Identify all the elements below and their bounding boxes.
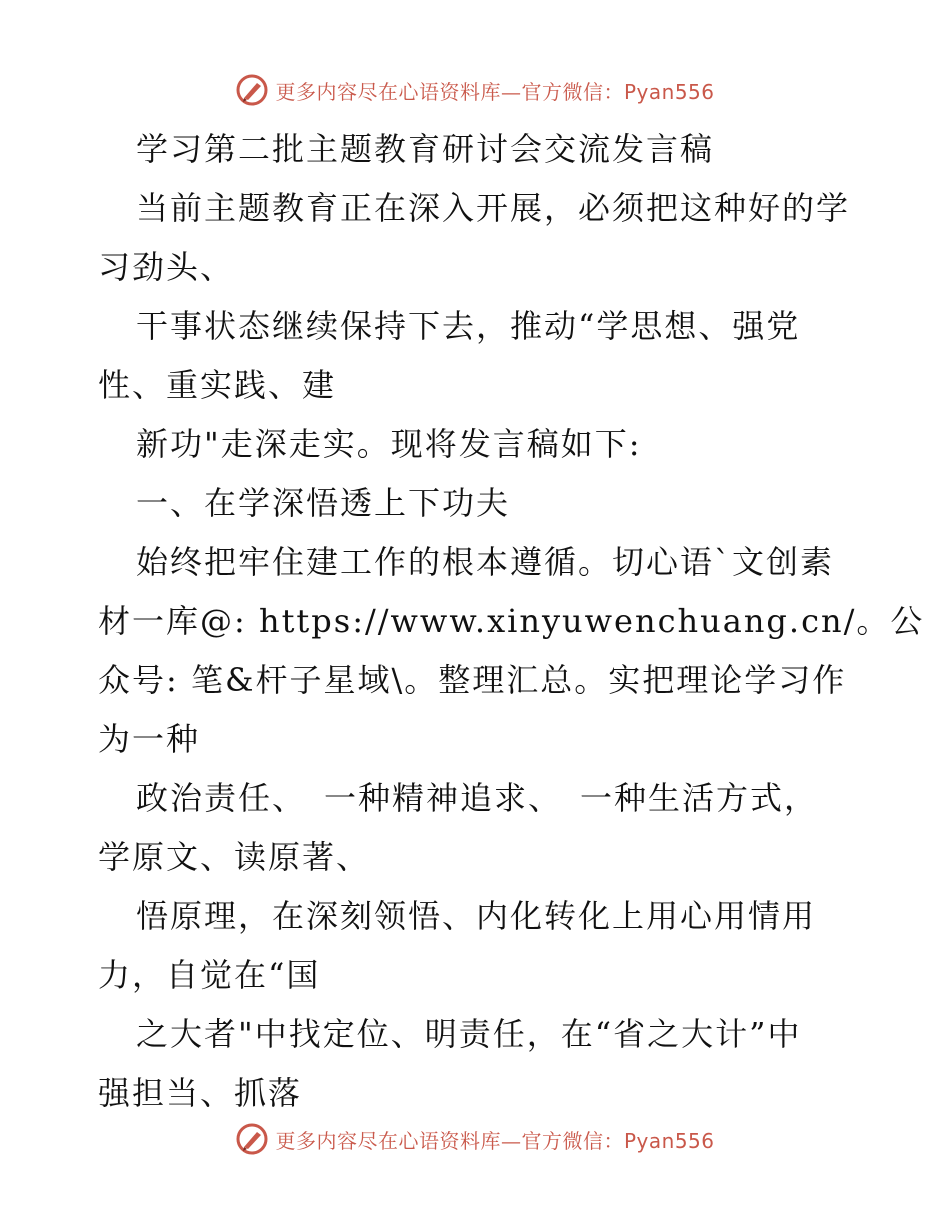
text-line: 干事状态继续保持下去，推动“学思想、强党 [136, 307, 801, 345]
text-line: 众号: 笔&杆子星域\。整理汇总。实把理论学习作 [98, 661, 847, 699]
text-line: 强担当、抓落 [98, 1074, 303, 1112]
text-line: 为一种 [98, 720, 201, 758]
text-line: 性、重实践、建 [98, 366, 337, 404]
text-line: 当前主题教育正在深入开展，必须把这种好的学 [136, 189, 851, 227]
header-watermark-banner [0, 68, 950, 112]
wechat-id: Pyan556 [623, 1128, 715, 1153]
text-line: 一、在学深悟透上下功夫 [136, 484, 511, 522]
text-line: 力，自觉在“国 [98, 956, 321, 994]
text-line: 政治责任、 一种精神追求、 一种生活方式， [136, 779, 819, 817]
banner-text: 更多内容尽在心语资料库—官方微信：Pyan556 [275, 79, 715, 104]
text-line: 学习第二批主题教育研讨会交流发言稿 [136, 130, 715, 168]
text-line: 之大者"中找定位、明责任，在“省之大计”中 [136, 1015, 802, 1053]
text-line: 学原文、读原著、 [98, 838, 371, 876]
pen-logo-icon [235, 73, 269, 107]
text-line: 材一库@: https://www.xinyuwenchuang.cn/。公 [98, 602, 925, 640]
text-line: 新功"走深走实。现将发言稿如下: [136, 425, 642, 463]
text-line: 悟原理，在深刻领悟、内化转化上用心用情用 [136, 897, 817, 935]
text-line: 始终把牢住建工作的根本遵循。切心语`文创素 [136, 543, 835, 581]
banner-text: 更多内容尽在心语资料库—官方微信：Pyan556 [275, 1128, 715, 1153]
footer-watermark-banner [0, 1117, 950, 1161]
document-body [98, 120, 925, 1123]
text-line: 习劲头、 [98, 248, 235, 286]
wechat-id: Pyan556 [623, 79, 715, 104]
pen-logo-icon [235, 1122, 269, 1156]
